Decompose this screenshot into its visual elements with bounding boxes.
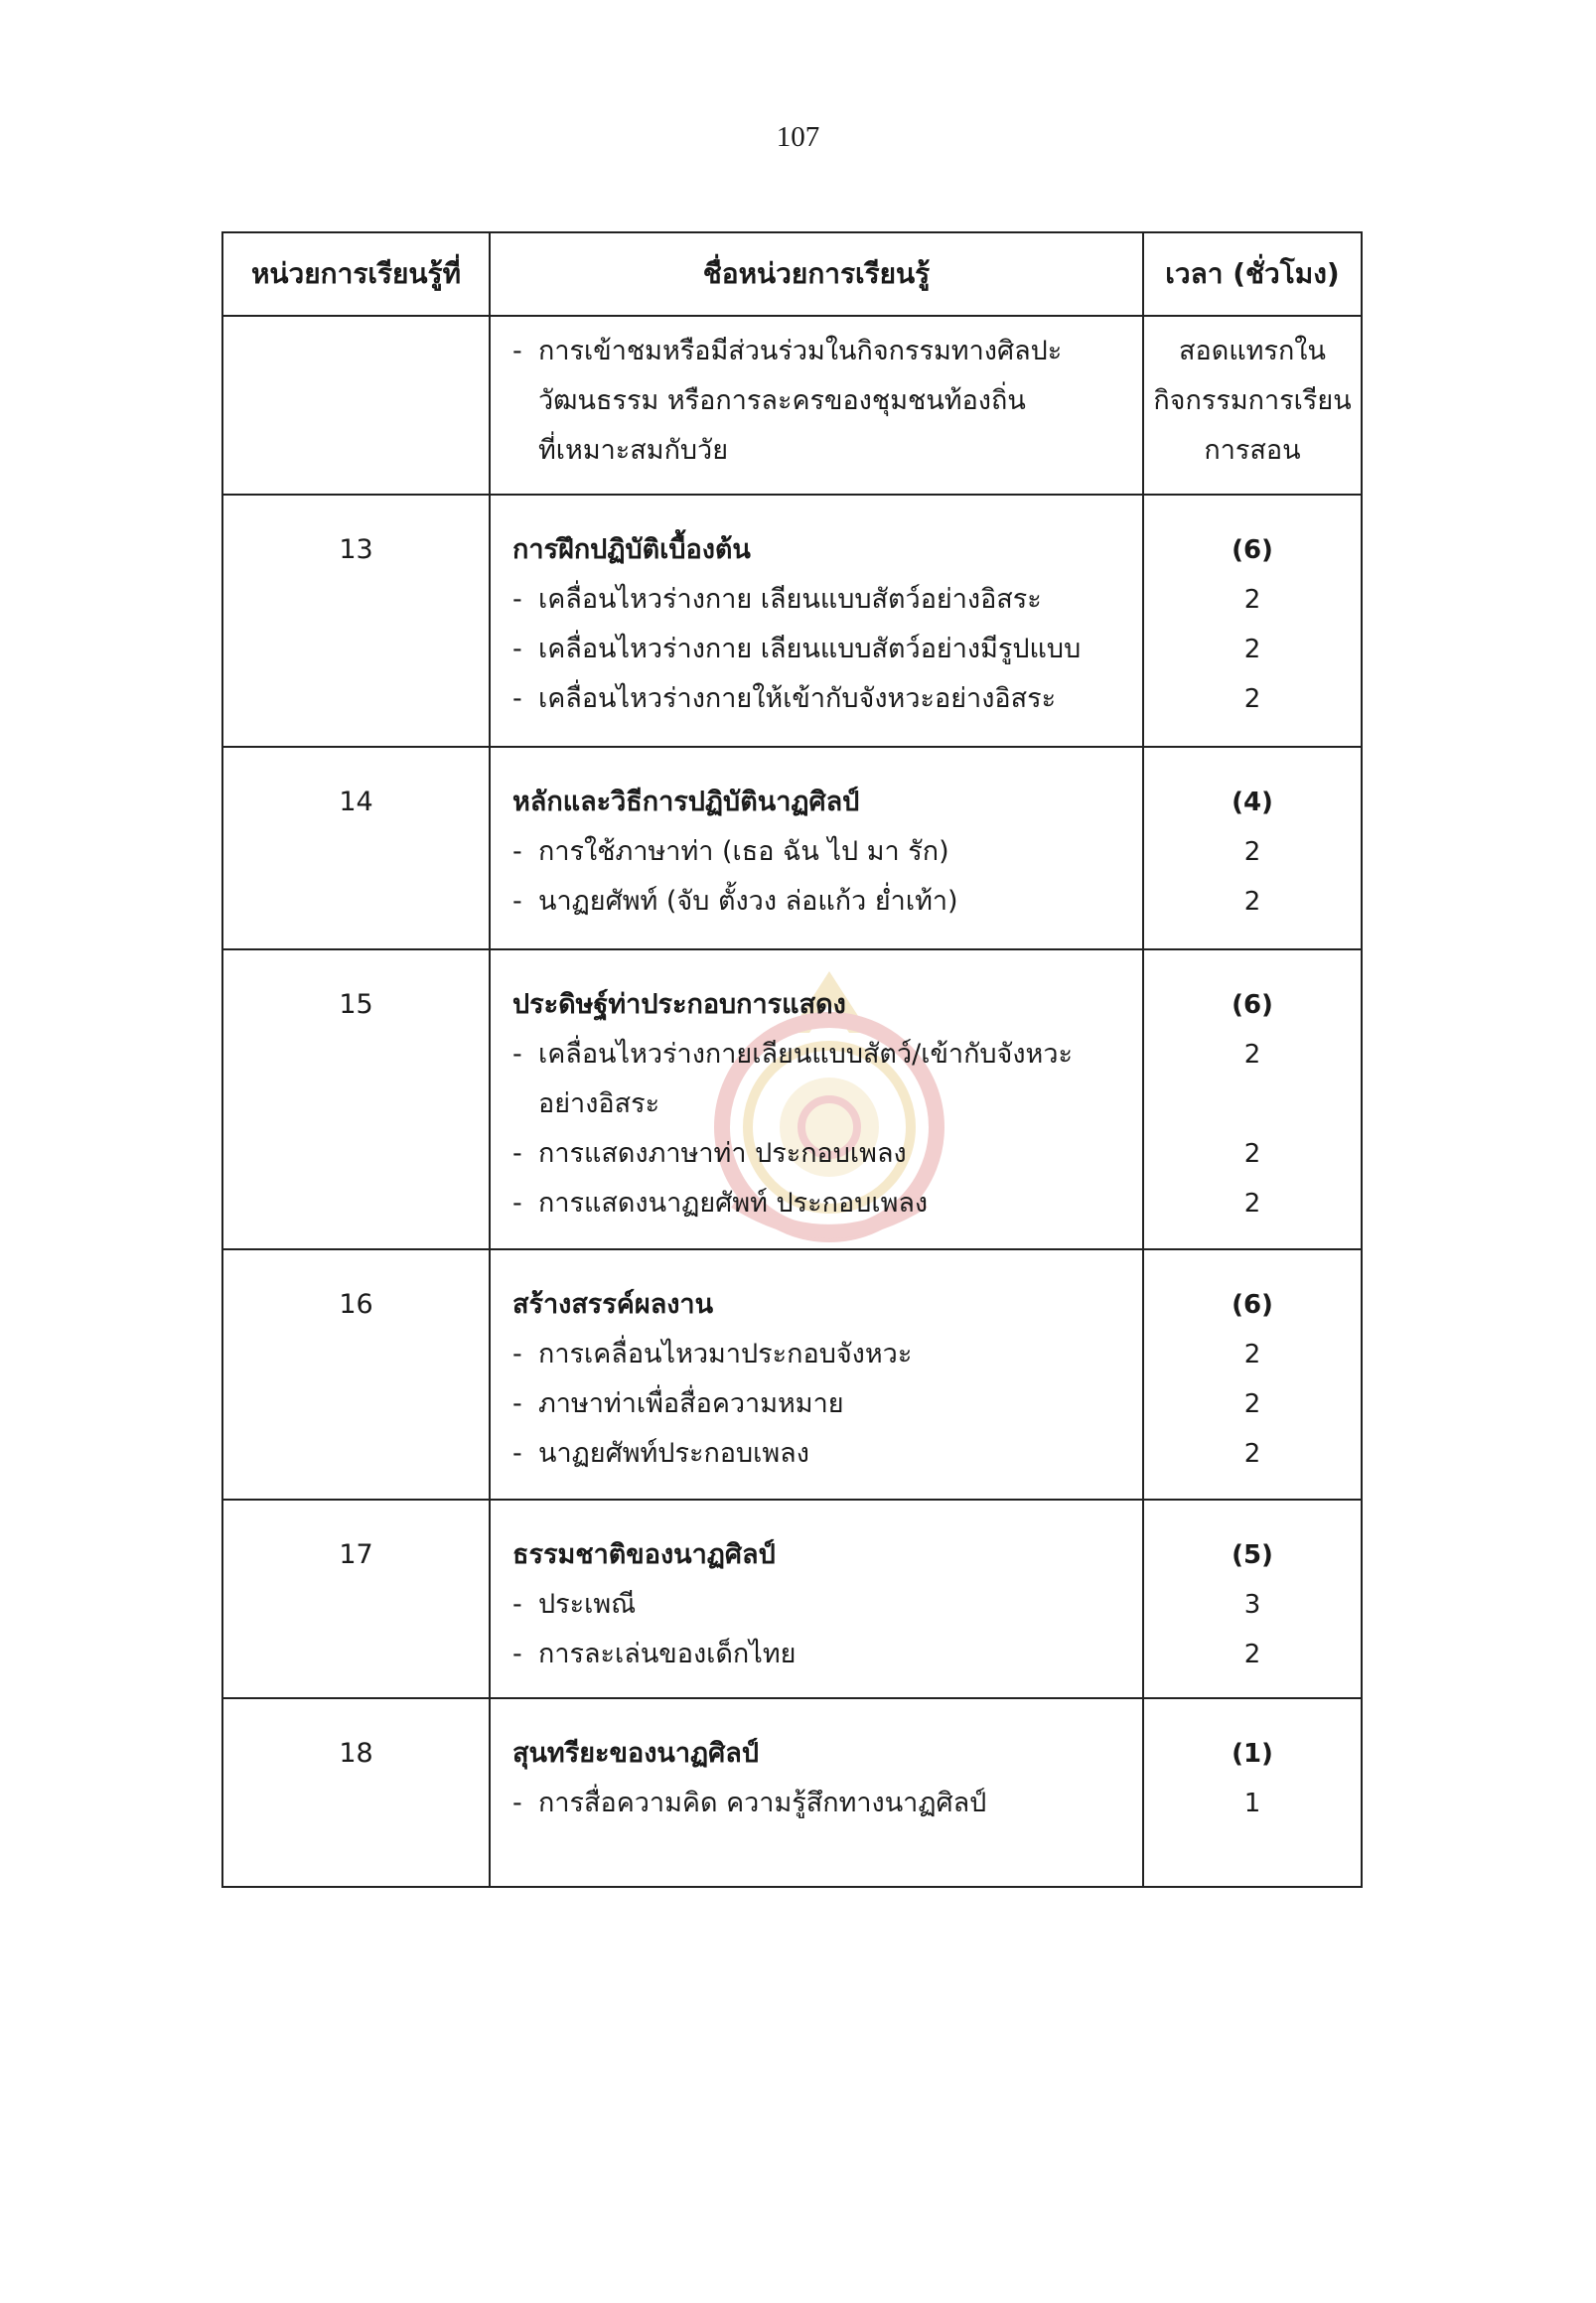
table-row bbox=[222, 1500, 1362, 1698]
time-note-line: สอดแทรกใน bbox=[1179, 336, 1326, 366]
name-cell bbox=[490, 1698, 1143, 1887]
item-line: - เคลื่อนไหวร่างกายเลียนแบบสัตว์/เข้ากับจังหวะ bbox=[512, 1030, 1130, 1080]
item-hours: 2 bbox=[1243, 1640, 1261, 1669]
unit-cell bbox=[222, 747, 490, 949]
item-hours: 2 bbox=[1243, 1189, 1261, 1219]
item-hours: 2 bbox=[1243, 1139, 1261, 1169]
time-note-line: กิจกรรมการเรียน bbox=[1153, 385, 1352, 416]
curriculum-table bbox=[221, 231, 1363, 1888]
table-row bbox=[222, 949, 1362, 1249]
unit-total-hours: (6) bbox=[1232, 535, 1273, 565]
unit-number: 18 bbox=[339, 1738, 373, 1769]
table-row bbox=[222, 495, 1362, 747]
table-row bbox=[222, 1249, 1362, 1500]
item-line: - การเข้าชมหรือมีส่วนร่วมในกิจกรรมทางศิลปะ bbox=[512, 327, 1130, 376]
unit-total-hours: (6) bbox=[1232, 1290, 1273, 1320]
item-line: - เคลื่อนไหวร่างกาย เลียนแบบสัตว์อย่างมีรูปแบบ bbox=[512, 625, 1130, 674]
header-unit: หน่วยการเรียนรู้ที่ bbox=[222, 232, 490, 316]
unit-cell bbox=[222, 1698, 490, 1887]
time-cell bbox=[1143, 1698, 1362, 1887]
name-cell bbox=[490, 316, 1143, 495]
table-header-row bbox=[222, 232, 1362, 316]
time-note-line: การสอน bbox=[1204, 435, 1301, 466]
item-hours: 2 bbox=[1243, 837, 1261, 867]
item-line: - การใช้ภาษาท่า (เธอ ฉัน ไป มา รัก) bbox=[512, 827, 1130, 877]
item-line: - การแสดงภาษาท่า ประกอบเพลง bbox=[512, 1129, 1130, 1179]
time-cell bbox=[1143, 1249, 1362, 1500]
item-hours: 3 bbox=[1243, 1590, 1261, 1620]
item-line: - การละเล่นของเด็กไทย bbox=[512, 1630, 1130, 1679]
time-cell bbox=[1143, 949, 1362, 1249]
item-line: อย่างอิสระ bbox=[538, 1088, 660, 1119]
unit-cell bbox=[222, 1249, 490, 1500]
item-line: วัฒนธรรม หรือการละครของชุมชนท้องถิ่น bbox=[538, 385, 1026, 416]
item-hours: 2 bbox=[1243, 635, 1261, 664]
unit-cell-empty bbox=[222, 316, 490, 495]
unit-title: ธรรมชาติของนาฏศิลป์ bbox=[512, 1539, 776, 1570]
item-line: - เคลื่อนไหวร่างกายให้เข้ากับจังหวะอย่างอิสระ bbox=[512, 674, 1130, 724]
unit-total-hours: (1) bbox=[1232, 1739, 1273, 1769]
header-name: ชื่อหน่วยการเรียนรู้ bbox=[490, 232, 1143, 316]
item-line: - นาฏยศัพท์ (จับ ตั้งวง ล่อแก้ว ย่ำเท้า) bbox=[512, 877, 1130, 927]
name-cell bbox=[490, 495, 1143, 747]
unit-total-hours: (6) bbox=[1232, 990, 1273, 1020]
item-line: - การเคลื่อนไหวมาประกอบจังหวะ bbox=[512, 1330, 1130, 1379]
item-line: ที่เหมาะสมกับวัย bbox=[538, 435, 729, 466]
item-hours: 2 bbox=[1243, 1340, 1261, 1369]
unit-cell bbox=[222, 1500, 490, 1698]
item-hours: 2 bbox=[1243, 684, 1261, 714]
unit-cell bbox=[222, 949, 490, 1249]
item-hours: 2 bbox=[1243, 1439, 1261, 1469]
unit-number: 16 bbox=[339, 1289, 373, 1320]
name-cell bbox=[490, 747, 1143, 949]
item-hours: 2 bbox=[1243, 1389, 1261, 1419]
unit-cell bbox=[222, 495, 490, 747]
time-cell bbox=[1143, 1500, 1362, 1698]
name-cell bbox=[490, 1249, 1143, 1500]
item-hours: 1 bbox=[1243, 1789, 1261, 1818]
item-line: - การสื่อความคิด ความรู้สึกทางนาฏศิลป์ bbox=[512, 1779, 1130, 1828]
item-line: - นาฏยศัพท์ประกอบเพลง bbox=[512, 1429, 1130, 1479]
unit-number: 17 bbox=[339, 1539, 373, 1570]
unit-number: 14 bbox=[339, 787, 373, 817]
unit-title: สุนทรียะของนาฏศิลป์ bbox=[512, 1738, 759, 1769]
name-cell bbox=[490, 1500, 1143, 1698]
header-time: เวลา (ชั่วโมง) bbox=[1143, 232, 1362, 316]
item-line: - ภาษาท่าเพื่อสื่อความหมาย bbox=[512, 1379, 1130, 1429]
item-line: - เคลื่อนไหวร่างกาย เลียนแบบสัตว์อย่างอิสระ bbox=[512, 575, 1130, 625]
item-hours: 2 bbox=[1243, 887, 1261, 917]
unit-number: 15 bbox=[339, 989, 373, 1020]
unit-total-hours: (5) bbox=[1232, 1540, 1273, 1570]
item-line: - การแสดงนาฏยศัพท์ ประกอบเพลง bbox=[512, 1179, 1130, 1228]
time-cell bbox=[1143, 316, 1362, 495]
table-row bbox=[222, 1698, 1362, 1887]
table-row bbox=[222, 747, 1362, 949]
unit-total-hours: (4) bbox=[1232, 788, 1273, 817]
unit-title: ประดิษฐ์ท่าประกอบการแสดง bbox=[512, 989, 846, 1020]
time-cell bbox=[1143, 747, 1362, 949]
item-hours: 2 bbox=[1243, 585, 1261, 615]
time-cell bbox=[1143, 495, 1362, 747]
item-line: - ประเพณี bbox=[512, 1580, 1130, 1630]
name-cell bbox=[490, 949, 1143, 1249]
table-row-continuation bbox=[222, 316, 1362, 495]
item-hours: 2 bbox=[1243, 1040, 1261, 1070]
unit-title: หลักและวิธีการปฏิบัตินาฏศิลป์ bbox=[512, 787, 860, 817]
item-hours-spacer bbox=[1145, 1080, 1360, 1129]
unit-number: 13 bbox=[339, 534, 373, 565]
unit-title: สร้างสรรค์ผลงาน bbox=[512, 1289, 714, 1320]
unit-title: การฝึกปฏิบัติเบื้องต้น bbox=[512, 534, 751, 565]
page-number: 107 bbox=[776, 121, 820, 153]
